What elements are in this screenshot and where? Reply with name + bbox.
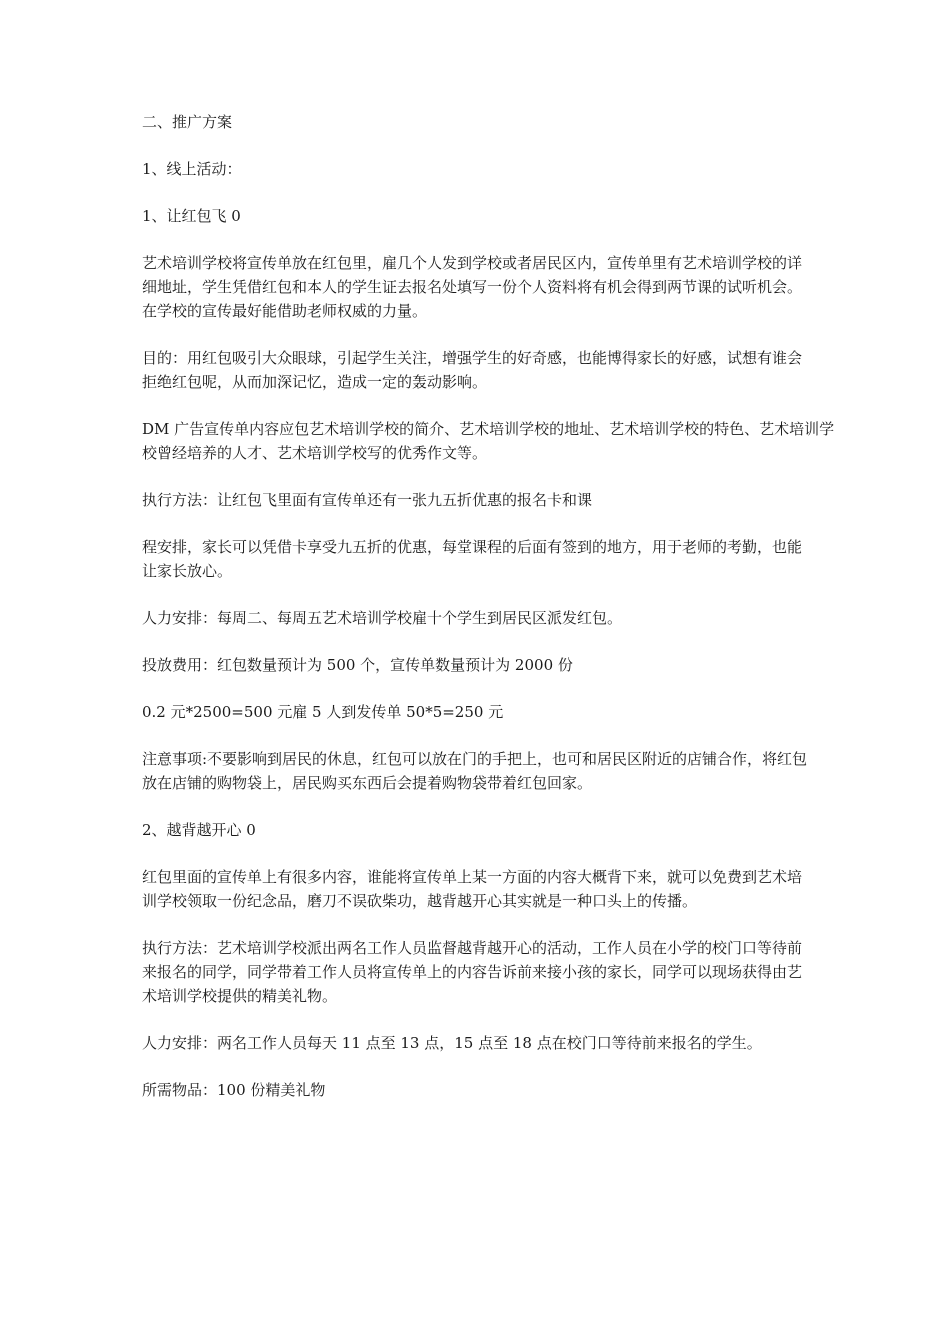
paragraph-execution-method: 执行方法：让红包飞里面有宣传单还有一张九五折优惠的报名卡和课: [142, 491, 593, 509]
paragraph-red-envelope-description: 艺术培训学校将宣传单放在红包里，雇几个人发到学校或者居民区内，宣传单里有艺术培训学校的详细地址，学生凭借红包和本人的学生证去报名处填写一份个人资料将有机会得到两节课的试听机会。在学校的宣传最好能借助老师权威的力量。: [142, 254, 803, 320]
paragraph-memorize-execution: 执行方法：艺术培训学校派出两名工作人员监督越背越开心的活动，工作人员在小学的校门口等待前来报名的同学，同学带着工作人员将宣传单上的内容告诉前来接小孩的家长，同学可以现场获得由艺术培训学校提供的精美礼物。: [142, 939, 803, 1005]
paragraph-memorize-staffing: 人力安排：两名工作人员每天 11 点至 13 点，15 点至 18 点在校门口等待前来报名的学生。: [142, 1034, 762, 1052]
paragraph-budget: 投放费用：红包数量预计为 500 个，宣传单数量预计为 2000 份: [142, 656, 573, 674]
paragraph-purpose: 目的：用红包吸引大众眼球，引起学生关注，增强学生的好奇感，也能博得家长的好感，试想有谁会拒绝红包呢，从而加深记忆，造成一定的轰动影响。: [142, 349, 803, 391]
section-heading: 二、推广方案: [142, 113, 233, 131]
document-body: [142, 110, 842, 1125]
paragraph-memorize-description: 红包里面的宣传单上有很多内容，谁能将宣传单上某一方面的内容大概背下来，就可以免费到艺术培训学校领取一份纪念品，磨刀不误砍柴功，越背越开心其实就是一种口头上的传播。: [142, 868, 803, 910]
paragraph-schedule: 程安排，家长可以凭借卡享受九五折的优惠，每堂课程的后面有签到的地方，用于老师的考勤，也能让家长放心。: [142, 538, 803, 580]
activity-heading-red-envelope: 1、让红包飞 0: [142, 207, 241, 225]
activity-heading-memorize: 2、越背越开心 0: [142, 821, 256, 839]
subsection-heading-online: 1、线上活动：: [142, 160, 242, 178]
paragraph-cost-formula: 0.2 元*2500=500 元雇 5 人到发传单 50*5=250 元: [142, 703, 504, 721]
paragraph-required-items: 所需物品：100 份精美礼物: [142, 1081, 326, 1099]
paragraph-staffing: 人力安排：每周二、每周五艺术培训学校雇十个学生到居民区派发红包。: [142, 609, 623, 627]
paragraph-dm-flyer: DM 广告宣传单内容应包艺术培训学校的简介、艺术培训学校的地址、艺术培训学校的特色、艺术培训学校曾经培养的人才、艺术培训学校写的优秀作文等。: [142, 420, 835, 462]
paragraph-notes: 注意事项:不要影响到居民的休息，红包可以放在门的手把上，也可和居民区附近的店铺合作，将红包放在店铺的购物袋上，居民购买东西后会提着购物袋带着红包回家。: [142, 750, 808, 792]
